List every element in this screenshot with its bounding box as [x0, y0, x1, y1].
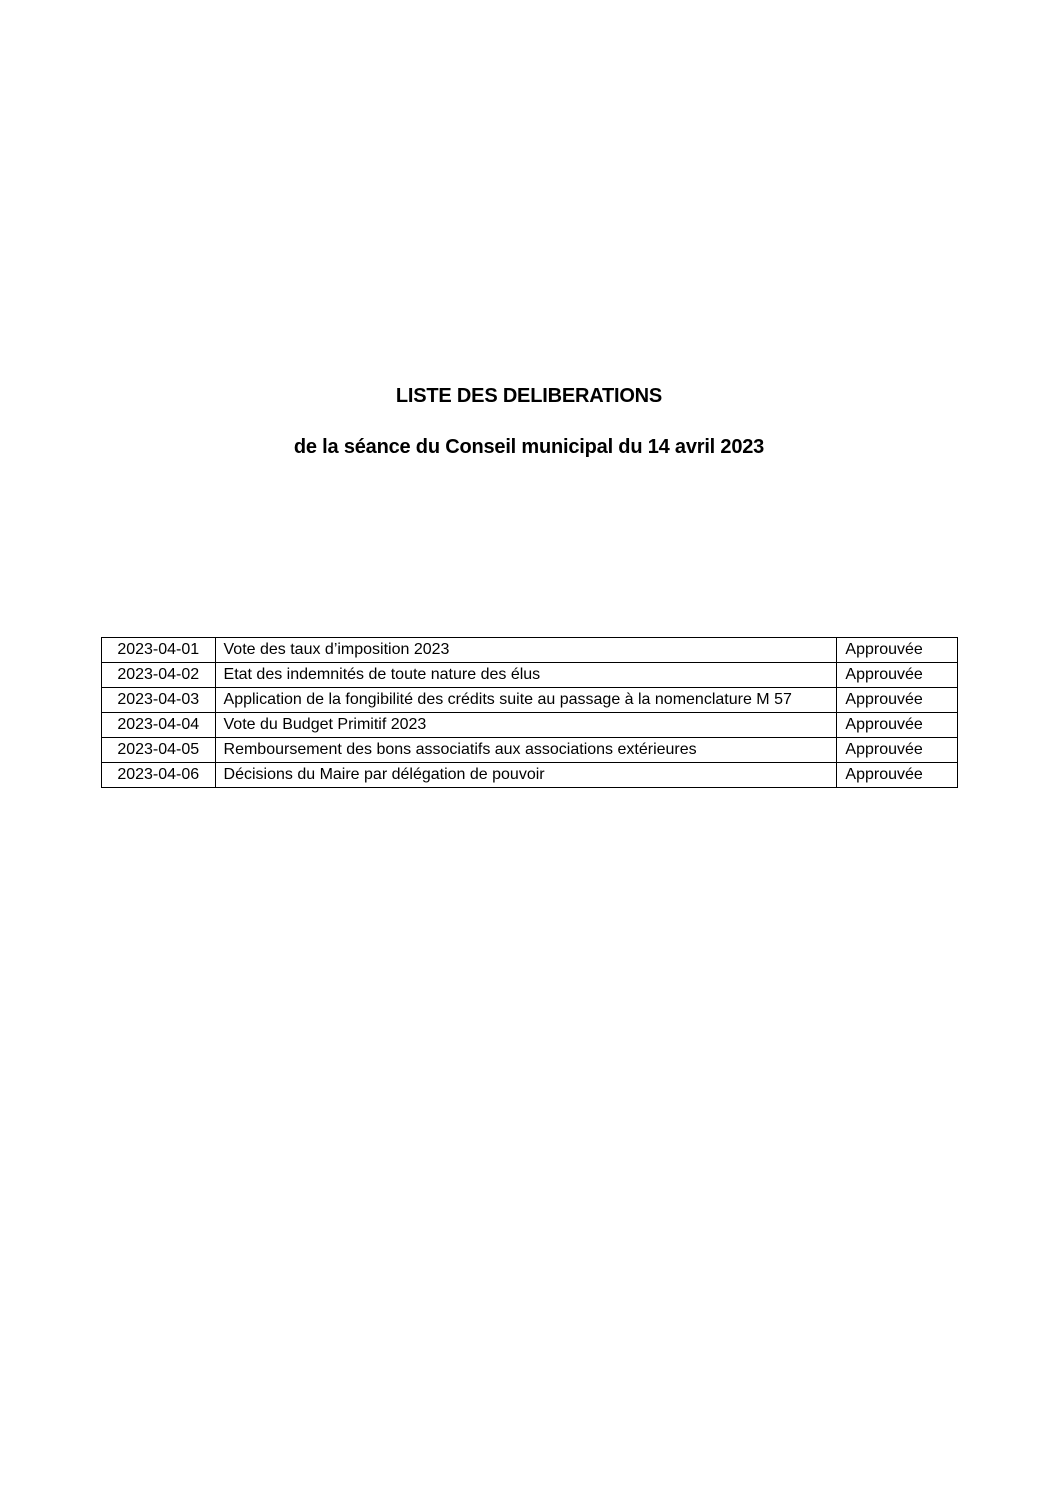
- deliberation-number: 2023-04-04: [102, 713, 216, 738]
- deliberation-subject: Décisions du Maire par délégation de pouvoir: [215, 763, 837, 788]
- deliberation-number: 2023-04-06: [102, 763, 216, 788]
- deliberation-subject: Etat des indemnités de toute nature des élus: [215, 663, 837, 688]
- deliberation-status: Approuvée: [837, 763, 958, 788]
- deliberation-subject: Vote des taux d’imposition 2023: [215, 638, 837, 663]
- deliberation-number: 2023-04-05: [102, 738, 216, 763]
- document-title: LISTE DES DELIBERATIONS: [395, 385, 663, 407]
- table-row: [102, 738, 958, 763]
- deliberation-subject: Application de la fongibilité des crédits suite au passage à la nomenclature M 57: [215, 688, 837, 713]
- document-subtitle: de la séance du Conseil municipal du 14 avril 2023: [293, 436, 765, 458]
- deliberation-status: Approuvée: [837, 738, 958, 763]
- table-row: [102, 638, 958, 663]
- table-row: [102, 713, 958, 738]
- deliberations-table: [101, 637, 958, 788]
- table-row: [102, 688, 958, 713]
- deliberation-status: Approuvée: [837, 663, 958, 688]
- table-row: [102, 763, 958, 788]
- deliberation-status: Approuvée: [837, 713, 958, 738]
- deliberation-status: Approuvée: [837, 688, 958, 713]
- deliberation-number: 2023-04-03: [102, 688, 216, 713]
- deliberation-number: 2023-04-02: [102, 663, 216, 688]
- table-row: [102, 663, 958, 688]
- deliberation-subject: Vote du Budget Primitif 2023: [215, 713, 837, 738]
- deliberation-status: Approuvée: [837, 638, 958, 663]
- deliberation-subject: Remboursement des bons associatifs aux associations extérieures: [215, 738, 837, 763]
- deliberation-number: 2023-04-01: [102, 638, 216, 663]
